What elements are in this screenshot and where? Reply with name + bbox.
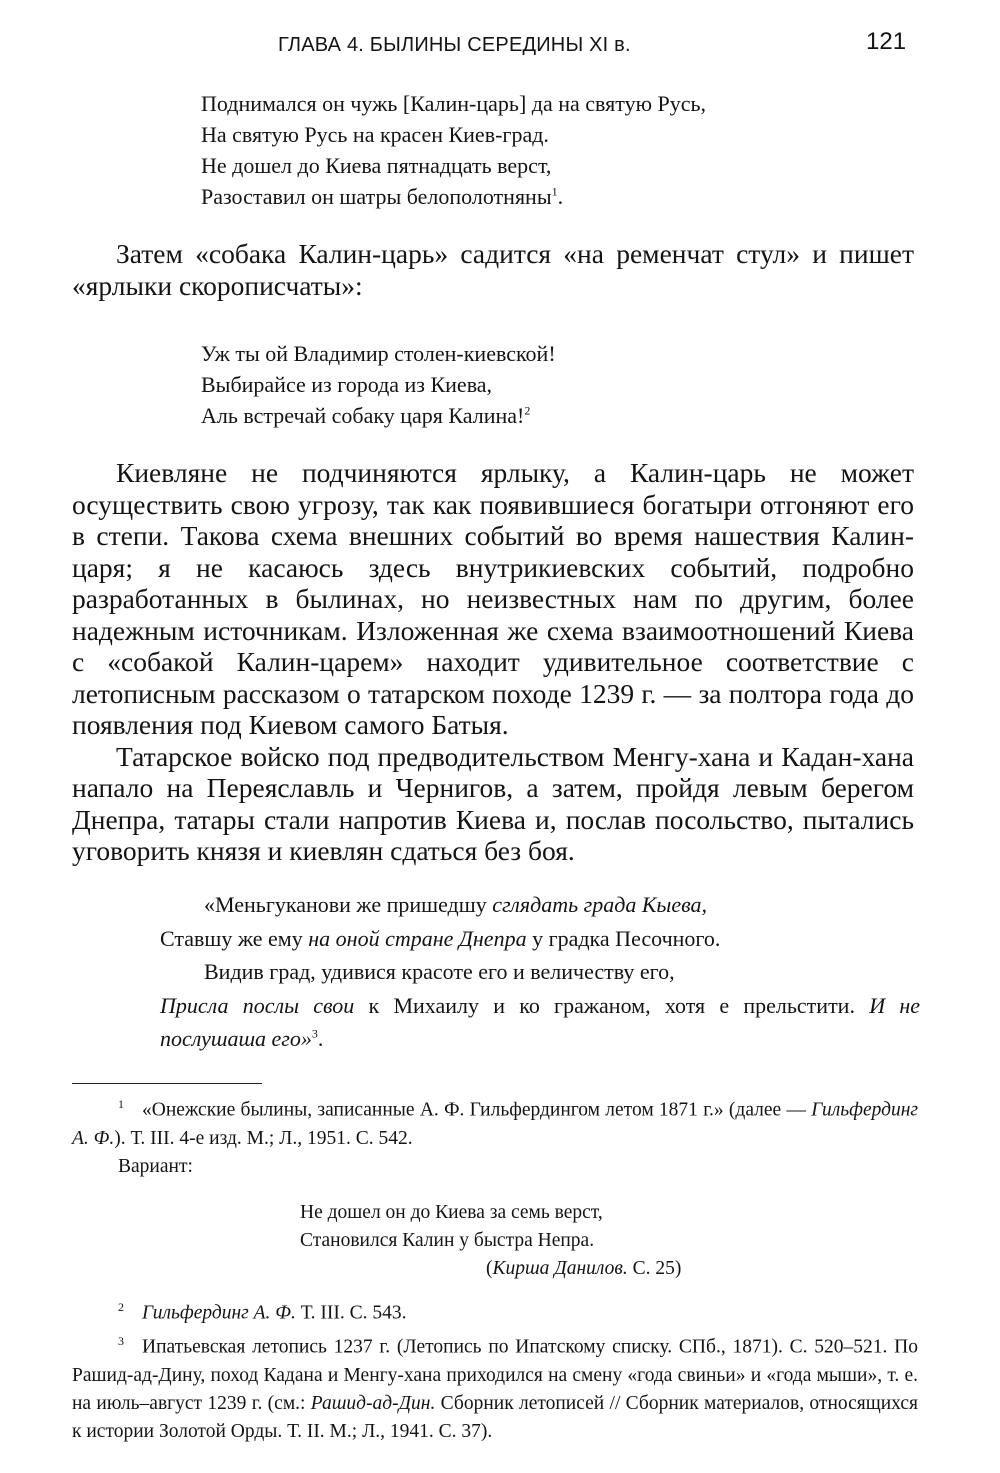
verse-quote-2 bbox=[201, 338, 556, 431]
variant-source: (Кирша Данилов. С. 25) bbox=[486, 1257, 682, 1279]
verse-line: Не дошел до Киева пятнадцать верст, bbox=[201, 153, 552, 178]
verse-line: Аль встречай собаку царя Калина!$^2$ bbox=[201, 403, 531, 428]
footnote-ref: 2 bbox=[524, 403, 531, 418]
variant-label: Вариант: bbox=[118, 1155, 193, 1177]
quote-line: Ставшу же ему на оной стране Днепра у градка Песочного. bbox=[160, 925, 721, 951]
quote-line: Присла послы свои к Михаилу и ко гражаном, хотя е прельстити. И не послушаша его»$^3$. bbox=[160, 992, 921, 1051]
footnote-3: $^3$ Ипатьевская летопись 1237 г. (Летопись по Ипатскому списку. СПб., 1871). С. 520–521. По Рашид-ад-Дину, поход Кадана и Менгу-хана приходился на смену «года свиньи» и «года мыши», т. е. на июль–август 1239 г. (см.: Рашид-ад-Дин. Сборник летописей // Сборник материалов, относящихся к истории Золотой Орды. Т. II. М.; Л., 1941. С. 37). bbox=[72, 1334, 918, 1442]
footnotes bbox=[72, 1090, 918, 1446]
verse-line: Уж ты ой Владимир столен-киевской! bbox=[201, 341, 556, 366]
running-title: ГЛАВА 4. БЫЛИНЫ СЕРЕДИНЫ XI в. bbox=[278, 34, 631, 56]
verse-line: Выбирайсе из города из Киева, bbox=[201, 372, 493, 397]
quote-line: «Меньгуканови же пришедшу сглядать града Кыева, bbox=[204, 892, 707, 917]
verse-line: Поднимался он чужь [Калин-царь] да на святую Русь, bbox=[201, 91, 707, 116]
page-header bbox=[0, 24, 1000, 64]
verse-quote-1 bbox=[201, 88, 706, 212]
quote-line: Видив град, удивися красоте его и величеству его, bbox=[204, 959, 675, 984]
footnote-2: $^2$ Гильфердинг А. Ф. Т. III. С. 543. bbox=[118, 1299, 407, 1323]
footnote-ref: 1 bbox=[551, 184, 558, 199]
chronicle-quote bbox=[160, 888, 920, 1056]
verse-line: На святую Русь на красен Киев-град. bbox=[201, 122, 549, 147]
footnote-ref: 3 bbox=[311, 1026, 318, 1041]
paragraph-2: Киевляне не подчиняются ярлыку, а Калин-царь не может осуществить свою угрозу, так как появившиеся богатыри отгоняют его в степи. Такова схема внешних событий во время нашествия Калин-царя; я не касаюсь здесь внутрикиевских событий, подробно разработанных в былинах, но неизвестных нам по другим, более надежным источникам. Изложенная же схема взаимоотношений Киева с «собакой Калин-царем» находит удивительное соответствие с летописным рассказом о татарском походе 1239 г. — за полтора года до появления под Киевом самого Батыя. bbox=[72, 457, 914, 740]
paragraph-3: Татарское войско под предводительством Менгу-хана и Кадан-хана напало на Переяславль и Чернигов, а затем, пройдя левым берегом Днепра, татары стали напротив Киева и, послав посольство, пытались уговорить князя и киевлян сдаться без боя. bbox=[72, 740, 914, 866]
footnote-divider bbox=[72, 1083, 262, 1084]
verse-line: Разоставил он шатры белополотняны$^1$. bbox=[201, 184, 564, 209]
paragraph-1: Затем «собака Калин-царь» садится «на ременчат стул» и пишет «ярлыки скорописчаты»: bbox=[72, 238, 914, 301]
page-number: 121 bbox=[866, 28, 907, 55]
footnote-1: $^1$ «Онежские былины, записанные А. Ф. Гильфердингом летом 1871 г.» (далее — Гильфердинг А. Ф.). Т. III. 4-е изд. М.; Л., 1951. С. 542. bbox=[72, 1097, 918, 1149]
variant-verse: Не дошел он до Киева за семь верст, Становился Калин у быстра Непра. (Кирша Данилов. С. 25) bbox=[72, 1199, 918, 1283]
main-text bbox=[72, 457, 914, 867]
